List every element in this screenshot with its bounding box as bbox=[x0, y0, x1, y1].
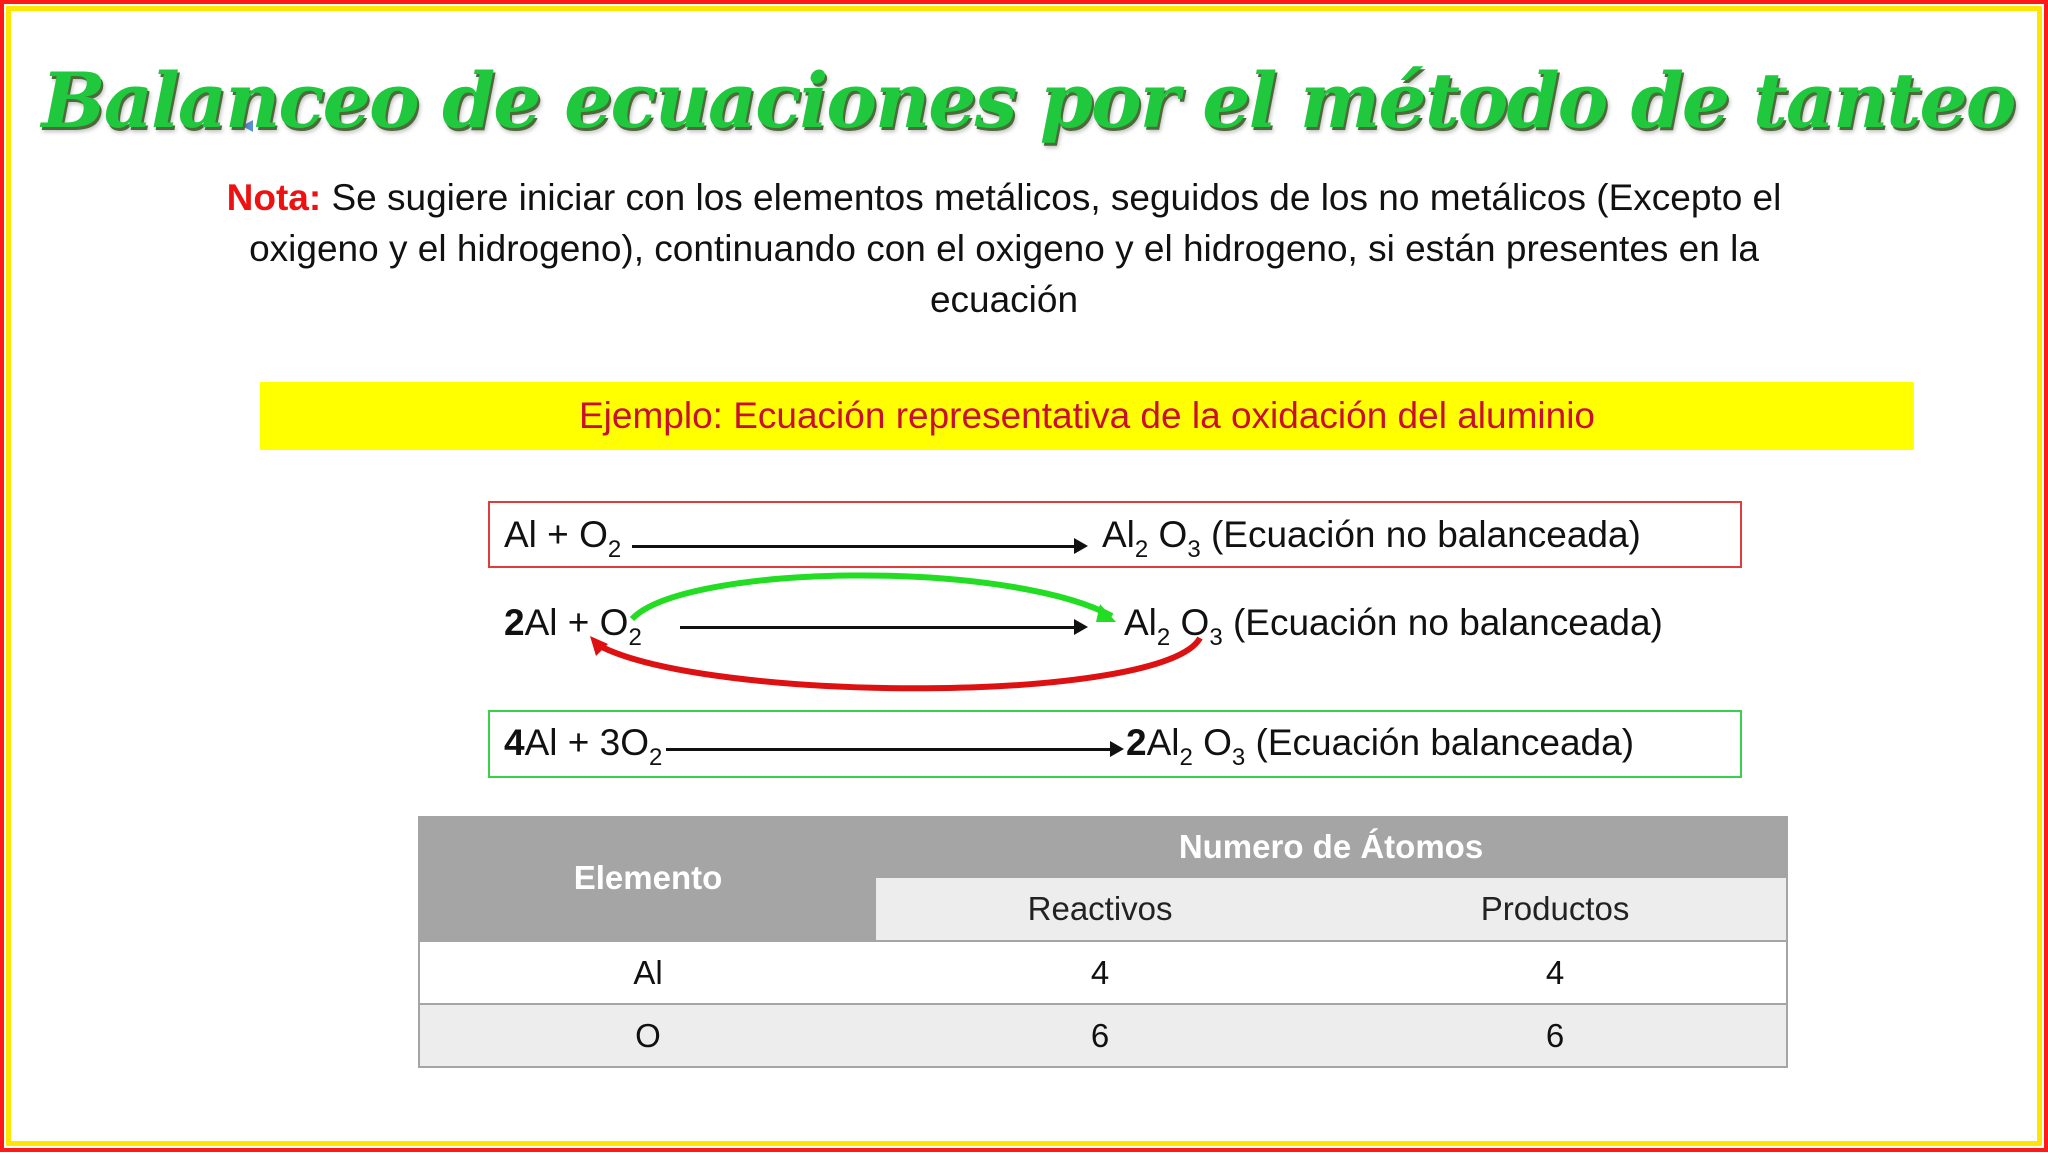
equation-1-reactants: $Al + O_2$ bbox=[504, 514, 622, 563]
cell-products: 4 bbox=[1324, 941, 1787, 1004]
reaction-arrow bbox=[666, 748, 1120, 751]
equation-3-products: $2Al_2$ $O_3$ (Ecuación balanceada) bbox=[1126, 722, 1635, 771]
slide-title: Balanceo de ecuaciones por el método de tanteo bbox=[41, 56, 2015, 145]
equation-1-products: $Al_2$ $O_3$ (Ecuación no balanceada) bbox=[1102, 514, 1641, 563]
equation-2-products: $Al_2$ $O_3$ (Ecuación no balanceada) bbox=[1124, 602, 1663, 651]
equation-2-reactants: $2Al + O_2$ bbox=[504, 602, 642, 651]
red-arrowhead-icon bbox=[590, 636, 608, 656]
equation-3-reactants: $4Al + 3O_2$ bbox=[504, 722, 663, 771]
table-row bbox=[419, 1004, 1787, 1067]
cell-element: O bbox=[419, 1004, 876, 1067]
cell-reactants: 6 bbox=[876, 1004, 1324, 1067]
cell-products: 6 bbox=[1324, 1004, 1787, 1067]
header-products: Productos bbox=[1324, 878, 1787, 941]
example-banner: Ejemplo: Ecuación representativa de la oxidación del aluminio bbox=[260, 382, 1914, 450]
note-text: Se sugiere iniciar con los elementos metálicos, seguidos de los no metálicos (Excepto el oxigeno y el hidrogeno), continuando con el oxigeno y el hidrogeno, si están presentes en la ecuación bbox=[249, 177, 1782, 320]
header-element: Elemento bbox=[419, 816, 876, 941]
note-label: Nota: bbox=[226, 177, 322, 218]
cell-element: Al bbox=[419, 941, 876, 1004]
header-atom-count: Numero de Átomos bbox=[876, 816, 1787, 878]
table-row bbox=[419, 941, 1787, 1004]
cell-reactants: 4 bbox=[876, 941, 1324, 1004]
red-curve-arrow-icon bbox=[596, 638, 1200, 688]
atom-count-table bbox=[418, 816, 1788, 1068]
green-curve-arrow-icon bbox=[632, 575, 1112, 619]
header-reactants: Reactivos bbox=[876, 878, 1324, 941]
